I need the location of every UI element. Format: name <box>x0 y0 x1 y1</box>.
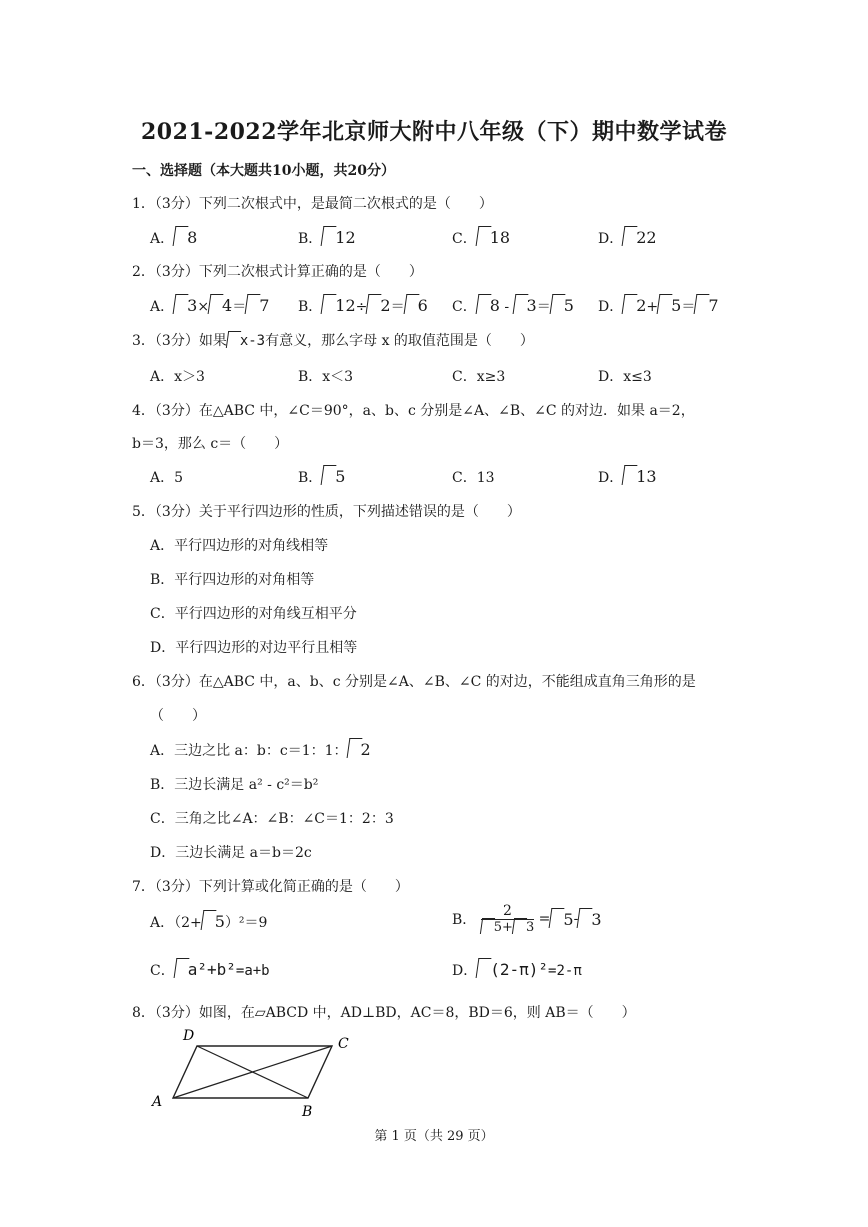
q4-option-c: C．13 <box>452 470 495 486</box>
q7-option-c: C． a²+b²=a+b <box>150 960 270 979</box>
question-2-stem: 2．（3分）下列二次根式计算正确的是（ ） <box>132 264 423 280</box>
label-a: A <box>152 1094 163 1110</box>
q1-option-b: B． 12 <box>298 228 356 247</box>
q1-option-c: C． 18 <box>452 228 511 247</box>
q6-option-b: B．三边长满足 a² - c²＝b² <box>150 777 319 793</box>
sqrt-symbol: 22 <box>623 228 656 247</box>
page-footer: 第 1 页（共 29 页） <box>374 1129 494 1144</box>
q2-option-d: D． 2+ 5＝ 7 <box>598 296 719 315</box>
q2-option-c: C． 8 - 3＝ 5 <box>452 296 574 315</box>
sqrt-symbol: 8 <box>174 228 197 247</box>
q6-option-c: C．三角之比∠A：∠B：∠C＝1：2：3 <box>150 811 394 827</box>
q5-option-c: C．平行四边形的对角线互相平分 <box>150 606 357 622</box>
question-1-stem: 1．（3分）下列二次根式中，是最简二次根式的是（ ） <box>132 196 493 212</box>
q7-option-d: D． (2-π)²=2-π <box>452 960 582 979</box>
sqrt-symbol: 18 <box>477 228 510 247</box>
question-6-stem-line2: （ ） <box>150 708 206 724</box>
question-3-stem: 3．（3分）如果 x-3有意义，那么字母 x 的取值范围是（ ） <box>132 333 534 349</box>
section-heading: 一、选择题（本大题共10小题，共20分） <box>132 163 395 179</box>
parallelogram-diagram <box>140 1020 380 1120</box>
q6-option-d: D．三边长满足 a＝b＝2c <box>150 845 312 861</box>
q7-option-b: B． $\frac{2}{5+ 3}$ = 5- 3 <box>452 903 602 935</box>
q7-option-a: A．（2+ 5）²＝9 <box>150 912 268 931</box>
q6-option-a: A．三边之比 a：b：c＝1：1： 2 <box>150 740 371 759</box>
q4-option-a: A．5 <box>150 470 184 486</box>
sqrt-symbol: 12 <box>322 228 355 247</box>
q1-option-d: D． 22 <box>598 228 657 247</box>
q3-option-b: B．x＜3 <box>298 369 354 385</box>
label-c: C <box>338 1036 349 1052</box>
question-8-stem: 8．（3分）如图，在▱ABCD 中，AD⊥BD，AC＝8，BD＝6，则 AB＝（ ） <box>132 1005 636 1021</box>
question-4-stem-line2: b＝3，那么 c＝（ ） <box>132 436 289 452</box>
q5-option-a: A．平行四边形的对角线相等 <box>150 538 329 554</box>
label-d: D <box>183 1028 195 1044</box>
label-b: B <box>302 1104 313 1120</box>
q2-option-b: B． 12÷ 2＝ 6 <box>298 296 428 315</box>
question-7-stem: 7．（3分）下列计算或化简正确的是（ ） <box>132 879 409 895</box>
question-6-stem-line1: 6．（3分）在△ABC 中，a、b、c 分别是∠A、∠B、∠C 的对边，不能组成直角三角形的是 <box>132 674 696 690</box>
q3-option-c: C．x≥3 <box>452 369 506 385</box>
q2-option-a: A． 3× 4＝ 7 <box>150 296 270 315</box>
q4-option-b: B． 5 <box>298 467 346 486</box>
q3-option-d: D．x≤3 <box>598 369 652 385</box>
question-4-stem-line1: 4．（3分）在△ABC 中，∠C＝90°，a、b、c 分别是∠A、∠B、∠C 的对边．如果 a＝2， <box>132 403 695 419</box>
q1-option-a: A． 8 <box>150 228 198 247</box>
page-title: 2021-2022学年北京师大附中八年级（下）期中数学试卷 <box>140 119 728 145</box>
question-5-stem: 5．（3分）关于平行四边形的性质，下列描述错误的是（ ） <box>132 504 521 520</box>
diagonal-bd <box>197 1046 308 1098</box>
q5-option-b: B．平行四边形的对角相等 <box>150 572 315 588</box>
fraction: $\frac{2}{5+ 3}$ <box>481 903 534 935</box>
q5-option-d: D．平行四边形的对边平行且相等 <box>150 640 358 656</box>
q4-option-d: D． 13 <box>598 467 657 486</box>
q3-option-a: A．x＞3 <box>150 369 205 385</box>
